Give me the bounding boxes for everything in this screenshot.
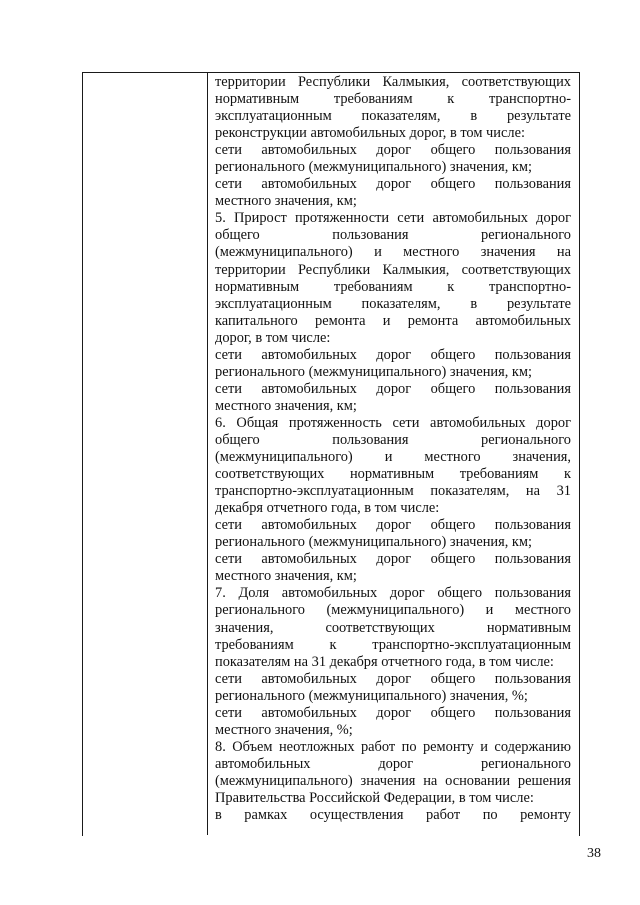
text-line: транспортно-эксплуатационным показателям, на 31 [215, 483, 571, 500]
text-line: сети автомобильных дорог общего пользования [215, 517, 571, 534]
text-line: регионального (межмуниципального) значения, км; [215, 159, 533, 176]
text-line: нормативным требованиям к транспортно- [215, 91, 571, 108]
text-line: 6. Общая протяженность сети автомобильных дорог [215, 414, 571, 431]
text-line: автомобильных дорог регионального [215, 755, 571, 772]
text-line: местного значения, %; [215, 721, 353, 738]
text-line: показателям на 31 декабря отчетного года, в том числе: [215, 653, 554, 670]
text-line: территории Республики Калмыкия, соответствующих [215, 74, 571, 90]
table-cell-indicators [215, 74, 571, 824]
text-line: местного значения, км; [215, 397, 357, 414]
text-line: общего пользования регионального [215, 227, 571, 244]
text-line: территории Республики Калмыкия, соответствующих [215, 261, 571, 278]
text-line: регионального (межмуниципального) значения, %; [215, 687, 528, 704]
text-line: регионального (межмуниципального) значения, км; [215, 363, 533, 380]
page-number: 38 [587, 846, 601, 861]
text-line: значения, соответствующих нормативным [215, 619, 571, 636]
text-line: регионального (межмуниципального) и местного [215, 602, 571, 619]
text-line: сети автомобильных дорог общего пользования [215, 142, 571, 159]
text-line: декабря отчетного года, в том числе: [215, 500, 440, 517]
text-line: Правительства Российской Федерации, в том числе: [215, 789, 534, 806]
text-line: эксплуатационным показателям, в результате [215, 295, 571, 312]
text-line: 7. Доля автомобильных дорог общего пользования [215, 585, 571, 602]
text-line: в рамках осуществления работ по ремонту [215, 807, 571, 824]
text-line: капитального ремонта и ремонта автомобильных [215, 312, 571, 329]
text-line: местного значения, км; [215, 193, 357, 210]
text-line: (межмуниципального) значения на основании решения [215, 772, 571, 789]
text-line: сети автомобильных дорог общего пользования [215, 551, 571, 568]
text-line: сети автомобильных дорог общего пользования [215, 346, 571, 363]
text-line: 5. Прирост протяженности сети автомобильных дорог [215, 210, 571, 227]
text-line: реконструкции автомобильных дорог, в том числе: [215, 125, 525, 142]
text-line: сети автомобильных дорог общего пользования [215, 704, 571, 721]
text-line: соответствующих нормативным требованиям к [215, 466, 571, 483]
text-line: общего пользования регионального [215, 431, 571, 448]
text-line: местного значения, км; [215, 568, 357, 585]
table-cell-left-empty [83, 73, 207, 835]
text-line: 8. Объем неотложных работ по ремонту и содержанию [215, 738, 571, 755]
text-line: сети автомобильных дорог общего пользования [215, 176, 571, 193]
text-line: дорог, в том числе: [215, 329, 331, 346]
text-line: (межмуниципального) и местного значения на [215, 244, 571, 261]
text-line: (межмуниципального) и местного значения, [215, 449, 571, 466]
text-line: сети автомобильных дорог общего пользования [215, 380, 571, 397]
text-line: нормативным требованиям к транспортно- [215, 278, 571, 295]
text-line: сети автомобильных дорог общего пользования [215, 670, 571, 687]
text-line: требованиям к транспортно-эксплуатационным [215, 636, 571, 653]
text-line: эксплуатационным показателям, в результате [215, 108, 571, 125]
text-line: регионального (межмуниципального) значения, км; [215, 534, 533, 551]
table-column-divider [207, 72, 208, 835]
